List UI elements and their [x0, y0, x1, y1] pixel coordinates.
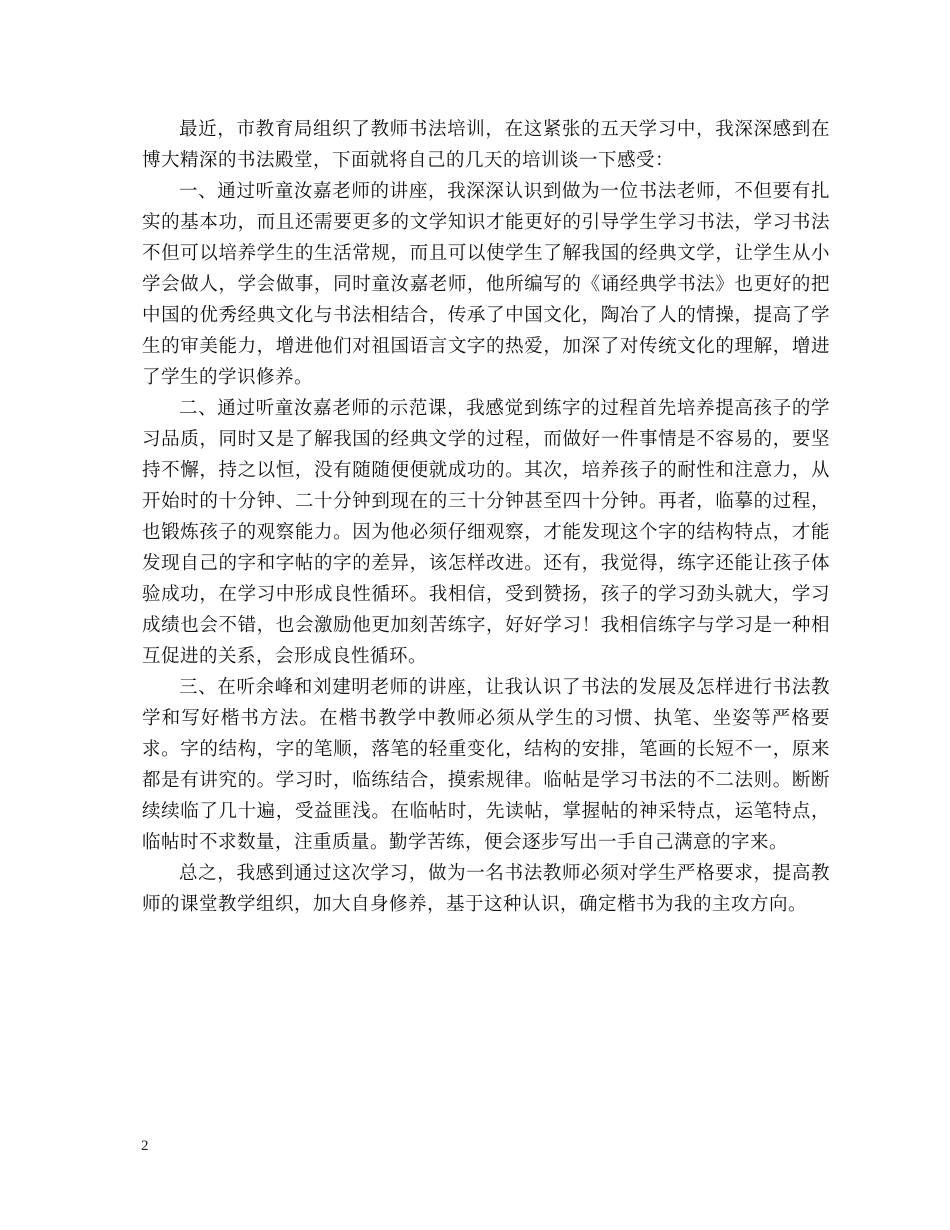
paragraph-point-three: 三、在听余峰和刘建明老师的讲座，让我认识了书法的发展及怎样进行书法教学和写好楷书方法。在楷书教学中教师必须从学生的习惯、执笔、坐姿等严格要求。字的结构，字的笔顺，落笔的轻重变化，结构的安排，笔画的长短不一，原来都是有讲究的。学习时，临练结合，摸索规律。临帖是学习书法的不二法则。断断续续临了几十遍，受益匪浅。在临帖时，先读帖，掌握帖的神采特点，运笔特点，临帖时不求数量，注重质量。勤学苦练，便会逐步写出一手自己满意的字来。 [142, 677, 830, 853]
paragraph-conclusion: 总之，我感到通过这次学习，做为一名书法教师必须对学生严格要求，提高教师的课堂教学组织，加大自身修养，基于这种认识，确定楷书为我的主攻方向。 [142, 863, 830, 915]
document-body [142, 114, 830, 920]
paragraph-intro: 最近，市教育局组织了教师书法培训，在这紧张的五天学习中，我深深感到在博大精深的书法殿堂，下面就将自己的几天的培训谈一下感受： [142, 119, 830, 171]
page-number: 2 [141, 1138, 149, 1154]
paragraph-point-one: 一、通过听童汝嘉老师的讲座，我深深认识到做为一位书法老师，不但要有扎实的基本功，而且还需要更多的文学知识才能更好的引导学生学习书法，学习书法不但可以培养学生的生活常规，而且可以使学生了解我国的经典文学，让学生从小学会做人，学会做事，同时童汝嘉老师，他所编写的《诵经典学书法》也更好的把中国的优秀经典文化与书法相结合，传承了中国文化，陶冶了人的情操，提高了学生的审美能力，增进他们对祖国语言文字的热爱，加深了对传统文化的理解，增进了学生的学识修养。 [142, 181, 830, 388]
paragraph-point-two: 二、通过听童汝嘉老师的示范课，我感觉到练字的过程首先培养提高孩子的学习品质，同时又是了解我国的经典文学的过程，而做好一件事情是不容易的，要坚持不懈，持之以恒，没有随随便便就成功的。其次，培养孩子的耐性和注意力，从开始时的十分钟、二十分钟到现在的三十分钟甚至四十分钟。再者，临摹的过程，也锻炼孩子的观察能力。因为他必须仔细观察，才能发现这个字的结构特点，才能发现自己的字和字帖的字的差异，该怎样改进。还有，我觉得，练字还能让孩子体验成功，在学习中形成良性循环。我相信，受到赞扬，孩子的学习劲头就大，学习成绩也会不错，也会激励他更加刻苦练字，好好学习！我相信练字与学习是一种相互促进的关系，会形成良性循环。 [142, 398, 830, 667]
